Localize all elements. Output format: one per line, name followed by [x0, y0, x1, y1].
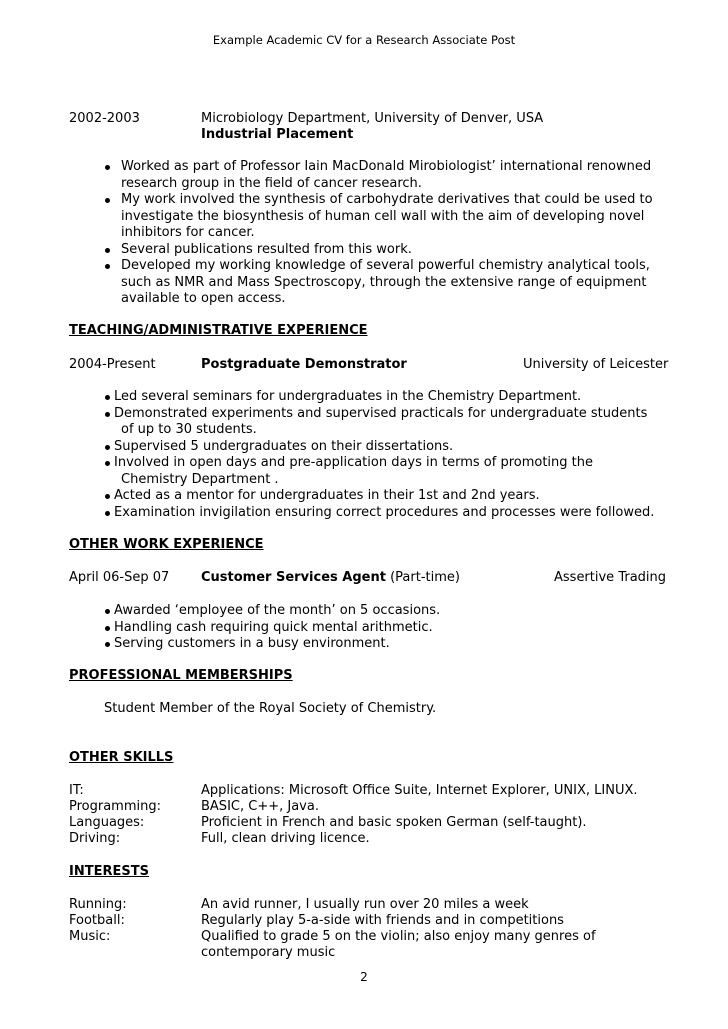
- placement-dates: 2002-2003: [69, 111, 140, 126]
- membership-text: Student Member of the Royal Society of Chemistry.: [104, 701, 437, 716]
- work-role: Customer Services Agent: [201, 570, 386, 585]
- list-item: Awarded ‘employee of the month’ on 5 occasions.: [114, 603, 686, 620]
- section-heading-interests: INTERESTS: [69, 864, 149, 879]
- section-heading-skills: OTHER SKILLS: [69, 750, 174, 765]
- list-item: My work involved the synthesis of carbohydrate derivatives that could be used to investigate the biosynthesis of human cell wall with the aim of developing novel inhibitors for cancer.: [121, 192, 681, 242]
- list-item: Acted as a mentor for undergraduates in their 1st and 2nd years.: [114, 488, 686, 505]
- skill-label: Driving:: [69, 831, 121, 846]
- placement-role: Industrial Placement: [201, 127, 354, 142]
- section-heading-memberships: PROFESSIONAL MEMBERSHIPS: [69, 668, 293, 683]
- interest-value: Regularly play 5-a-side with friends and in competitions: [201, 913, 564, 928]
- work-role-line: [201, 570, 460, 586]
- list-item: Led several seminars for undergraduates in the Chemistry Department.: [114, 389, 686, 406]
- work-place: Assertive Trading: [554, 570, 667, 585]
- teaching-bullets: [114, 389, 686, 521]
- work-bullets: [114, 603, 686, 653]
- interest-value: Qualified to grade 5 on the violin; also enjoy many genres of: [201, 929, 596, 944]
- interest-value-continued: contemporary music: [201, 945, 336, 960]
- list-item: Demonstrated experiments and supervised practicals for undergraduate students of up to 30 students.: [114, 406, 686, 439]
- teaching-place: University of Leicester: [523, 357, 669, 372]
- list-item: Handling cash requiring quick mental arithmetic.: [114, 620, 686, 637]
- skill-label: IT:: [69, 783, 84, 798]
- interest-label: Music:: [69, 929, 111, 944]
- teaching-role: Postgraduate Demonstrator: [201, 357, 407, 372]
- list-item: Developed my working knowledge of several powerful chemistry analytical tools, such as NMR and Mass Spectroscopy, through the extensive range of equipment available to open access.: [121, 258, 681, 308]
- list-item: Supervised 5 undergraduates on their dissertations.: [114, 439, 686, 456]
- list-item: Serving customers in a busy environment.: [114, 636, 686, 653]
- list-item: Examination invigilation ensuring correct procedures and processes were followed.: [114, 505, 686, 522]
- section-heading-teaching: TEACHING/ADMINISTRATIVE EXPERIENCE: [69, 323, 368, 338]
- list-item: Involved in open days and pre-application days in terms of promoting the Chemistry Department .: [114, 455, 686, 488]
- skill-label: Programming:: [69, 799, 161, 814]
- work-role-suffix: (Part-time): [385, 570, 460, 585]
- skill-value: Proficient in French and basic spoken German (self-taught).: [201, 815, 587, 830]
- skill-value: Applications: Microsoft Office Suite, Internet Explorer, UNIX, LINUX.: [201, 783, 638, 798]
- interest-value: An avid runner, I usually run over 20 miles a week: [201, 897, 529, 912]
- page-number: 2: [360, 970, 368, 984]
- list-item: Worked as part of Professor Iain MacDonald Mirobiologist’ international renowned research group in the field of cancer research.: [121, 159, 681, 192]
- placement-org: Microbiology Department, University of Denver, USA: [201, 111, 544, 126]
- list-item: Several publications resulted from this work.: [121, 242, 681, 259]
- section-heading-work: OTHER WORK EXPERIENCE: [69, 537, 264, 552]
- placement-bullets: [121, 159, 681, 308]
- interest-label: Running:: [69, 897, 127, 912]
- page-header: Example Academic CV for a Research Associate Post: [212, 33, 516, 47]
- skill-value: Full, clean driving licence.: [201, 831, 370, 846]
- teaching-dates: 2004-Present: [69, 357, 156, 372]
- interest-label: Football:: [69, 913, 125, 928]
- work-dates: April 06-Sep 07: [69, 570, 170, 585]
- skill-value: BASIC, C++, Java.: [201, 799, 319, 814]
- skill-label: Languages:: [69, 815, 145, 830]
